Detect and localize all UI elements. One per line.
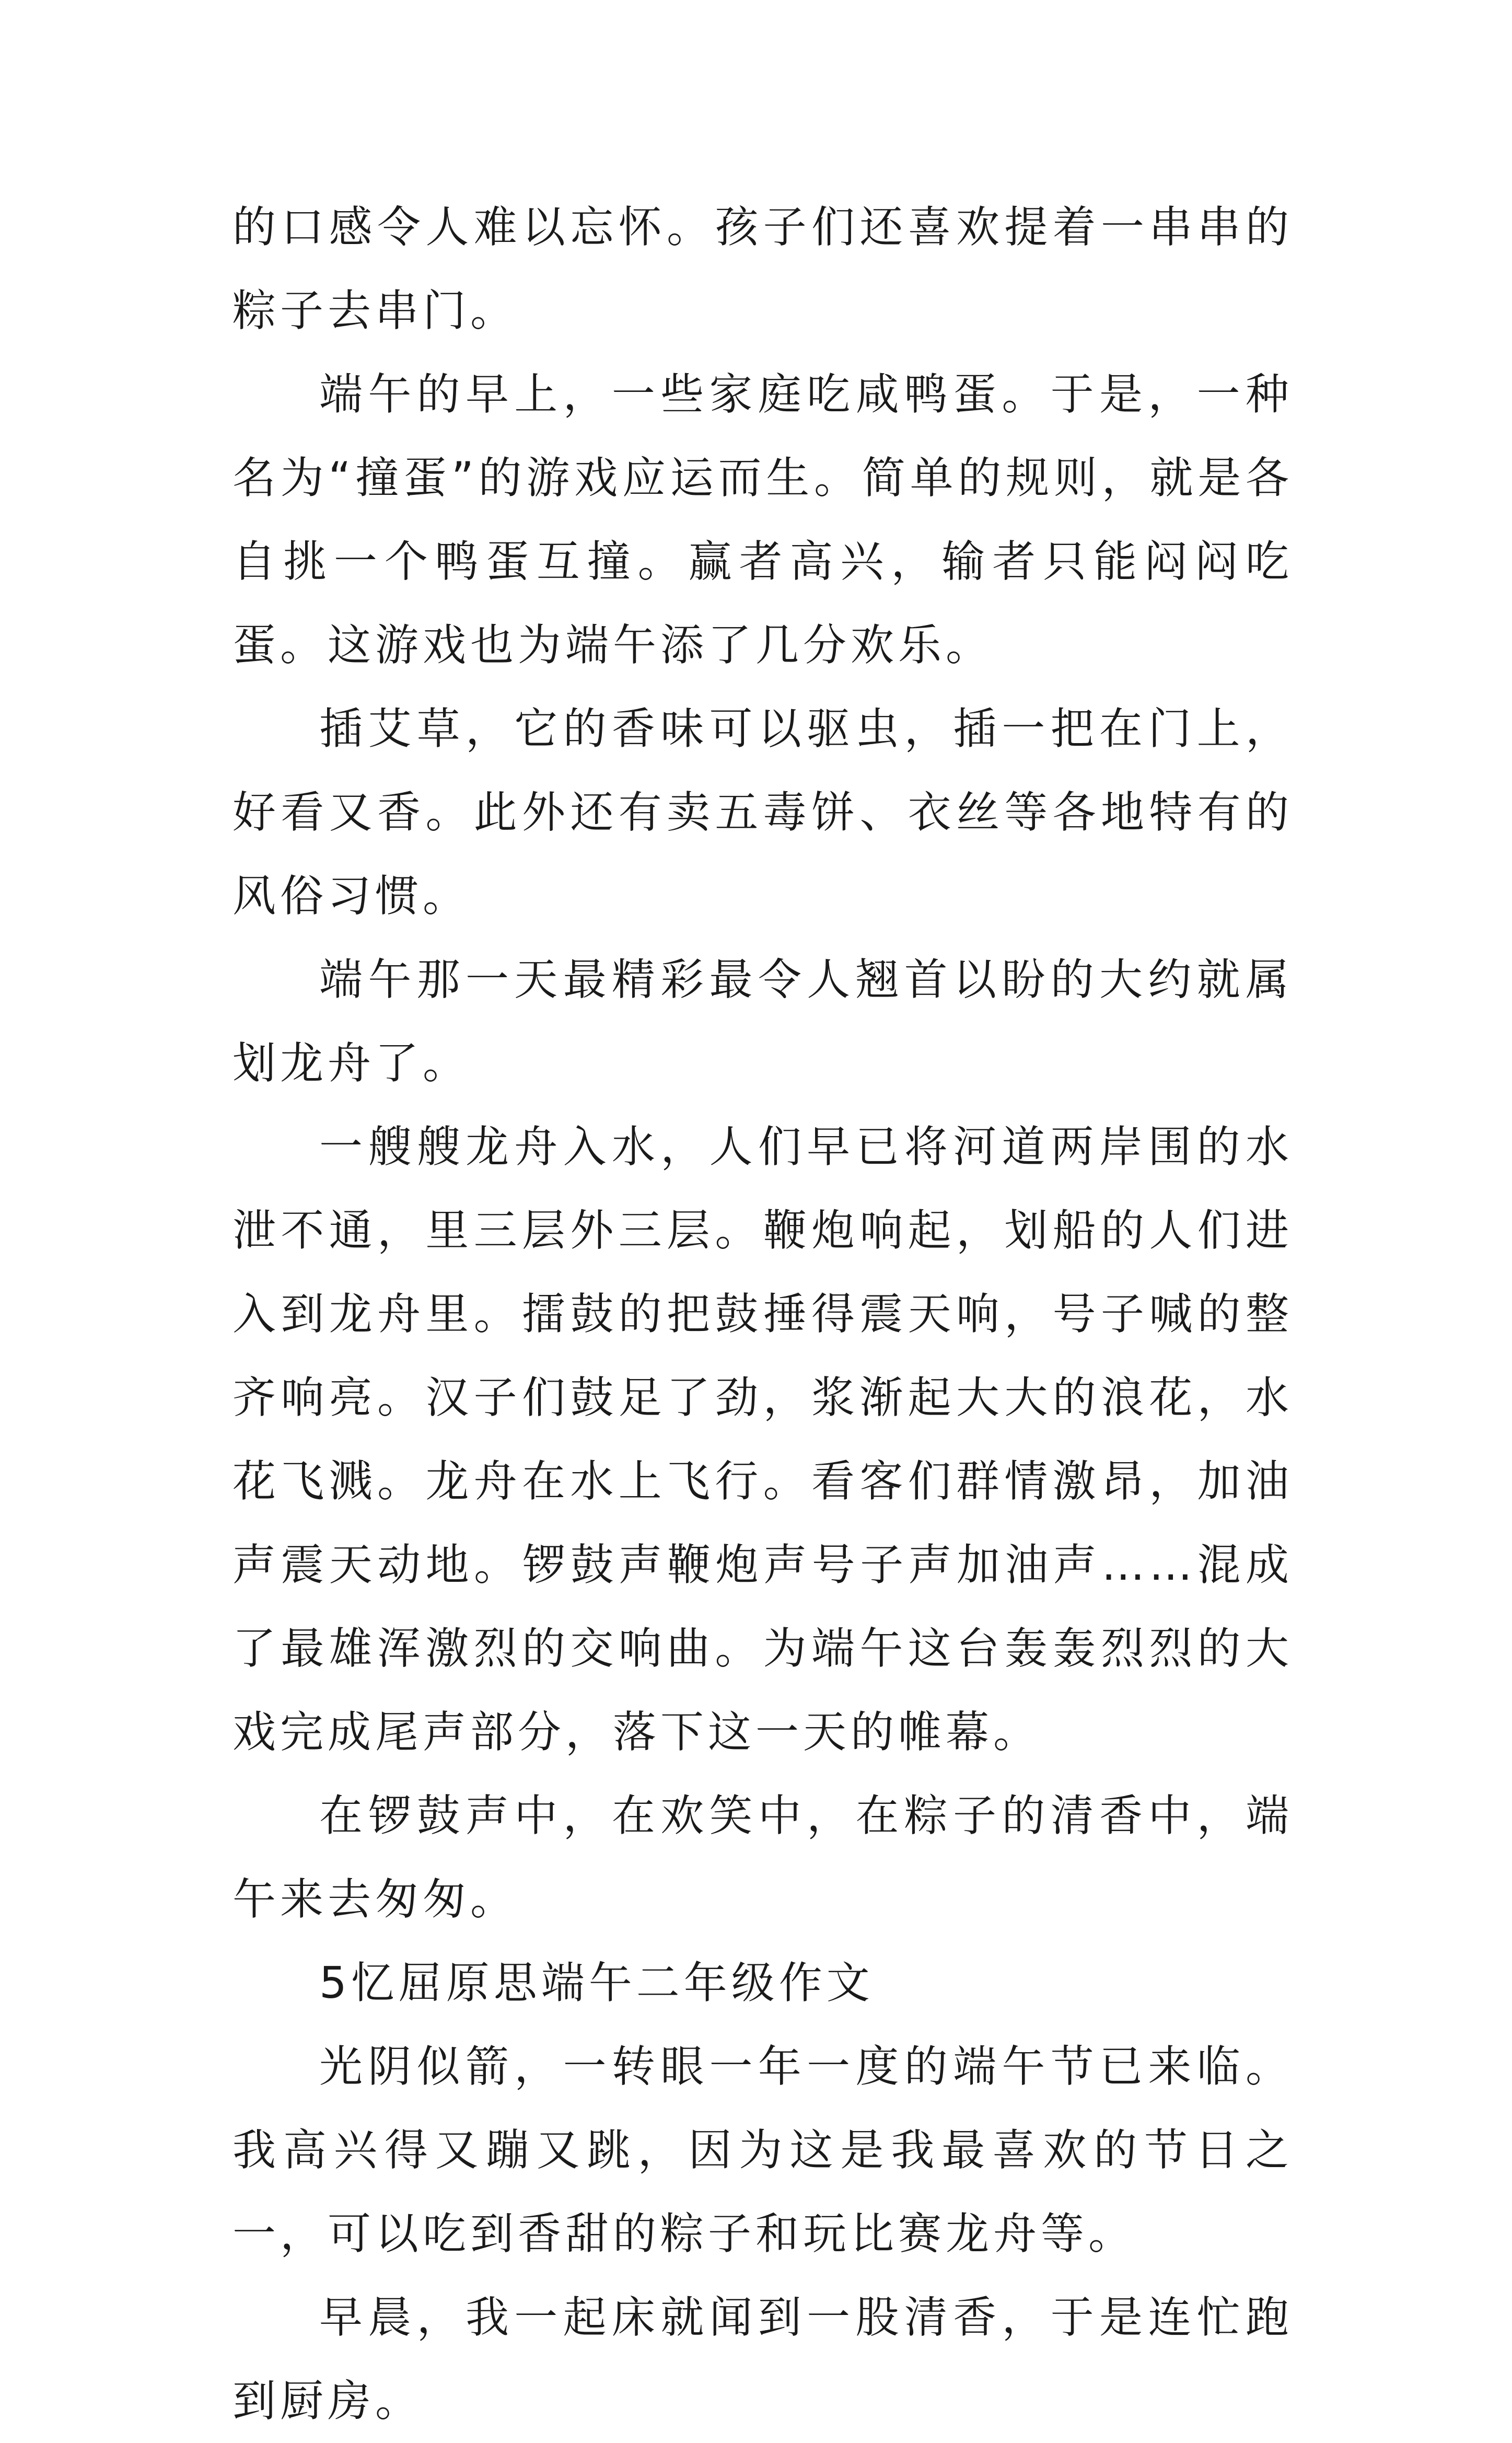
paragraph-dragon-boat-race: 一艘艘龙舟入水，人们早已将河道两岸围的水泄不通，里三层外三层。鞭炮响起，划船的人们进入到龙舟里。擂鼓的把鼓捶得震天响，号子喊的整齐响亮。汉子们鼓足了劲，浆渐起大大的浪花，水花飞溅。龙舟在水上飞行。看客们群情激昂，加油声震天动地。锣鼓声鞭炮声号子声加油声……混成了最雄浑激烈的交响曲。为端午这台轰轰烈烈的大戏完成尾声部分，落下这一天的帷幕。 [232, 1121, 1293, 1757]
paragraph-ending: 在锣鼓声中，在欢笑中，在粽子的清香中，端午来去匆匆。 [232, 1790, 1293, 1925]
paragraph-duck-egg: 端午的早上，一些家庭吃咸鸭蛋。于是，一种名为“撞蛋”的游戏应运而生。简单的规则，就是各自挑一个鸭蛋互撞。赢者高兴，输者只能闷闷吃蛋。这游戏也为端午添了几分欢乐。 [232, 369, 1293, 670]
essay-heading: 5忆屈原思端午二年级作文 [319, 1958, 874, 2008]
paragraph-morning: 早晨，我一起床就闻到一股清香，于是连忙跑到厨房。 [232, 2292, 1293, 2426]
document-body [232, 186, 1293, 2443]
paragraph-dragon-boat-intro: 端午那一天最精彩最令人翘首以盼的大约就属划龙舟了。 [232, 954, 1293, 1089]
paragraph-mugwort: 插艾草，它的香味可以驱虫，插一把在门上，好看又香。此外还有卖五毒饼、衣丝等各地特有的风俗习惯。 [232, 703, 1293, 921]
paragraph-continuation: 的口感令人难以忘怀。孩子们还喜欢提着一串串的粽子去串门。 [232, 202, 1293, 336]
paragraph-festival-arrives: 光阴似箭，一转眼一年一度的端午节已来临。我高兴得又蹦又跳，因为这是我最喜欢的节日之一，可以吃到香甜的粽子和玩比赛龙舟等。 [232, 2041, 1293, 2259]
